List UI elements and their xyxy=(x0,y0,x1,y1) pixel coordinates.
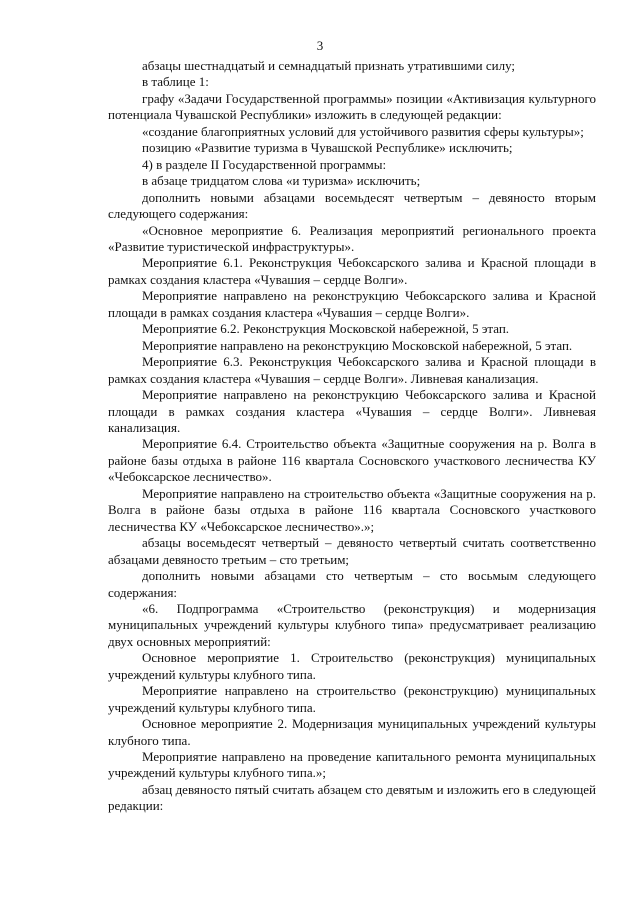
paragraph: абзац девяносто пятый считать абзацем сто девятым и изложить его в следующей редакции: xyxy=(108,781,596,814)
paragraph: «6. Подпрограмма «Строительство (реконструкция) и модернизация муниципальных учреждений культуры клубного типа» предусматривает реализацию двух основных мероприятий: xyxy=(108,600,596,649)
page-number: 3 xyxy=(316,38,324,53)
paragraph: абзацы шестнадцатый и семнадцатый признать утратившими силу; xyxy=(142,58,516,73)
paragraph: Мероприятие направлено на реконструкцию Чебоксарского залива и Красной площади в рамках создания кластера «Чувашия – сердце Волги». xyxy=(108,288,596,320)
paragraph: Мероприятие 6.1. Реконструкция Чебоксарского залива и Красной площади в рамках создания кластера «Чувашия – сердце Волги». xyxy=(108,255,596,287)
paragraph: Мероприятие 6.4. Строительство объекта «Защитные сооружения на р. Волга в районе базы отдыха в районе 116 квартала Сосновского участкового лесничества КУ «Чебоксарское лесничество». xyxy=(108,436,596,485)
paragraph: Мероприятие 6.2. Реконструкция Московской набережной, 5 этап. xyxy=(142,321,510,337)
paragraph: Мероприятие направлено на реконструкцию Московской набережной, 5 этап. xyxy=(142,337,573,353)
paragraph: Мероприятие направлено на реконструкцию Чебоксарского залива и Красной площади в рамках создания кластера «Чувашия – сердце Волги». Ливневая канализация. xyxy=(108,387,596,435)
paragraph: Мероприятие направлено на проведение капитального ремонта муниципальных учреждений культуры клубного типа.»; xyxy=(108,749,596,781)
paragraph: позицию «Развитие туризма в Чувашской Республике» исключить; xyxy=(142,140,513,156)
paragraph: в абзаце тридцатом слова «и туризма» исключить; xyxy=(142,173,421,189)
paragraph: абзацы восемьдесят четвертый – девяносто четвертый считать соответственно абзацами девяносто третьим – сто третьим; xyxy=(108,535,596,567)
paragraph: в таблице 1: xyxy=(142,74,209,90)
paragraph: Основное мероприятие 1. Строительство (реконструкция) муниципальных учреждений культуры клубного типа. xyxy=(108,650,596,682)
paragraph: Основное мероприятие 2. Модернизация муниципальных учреждений культуры клубного типа. xyxy=(108,716,596,748)
paragraph: графу «Задачи Государственной программы» позиции «Активизация культурного потенциала Чувашской Республики» изложить в следующей редакции: xyxy=(108,90,596,123)
paragraph: «Основное мероприятие 6. Реализация мероприятий регионального проекта «Развитие туристической инфраструктуры». xyxy=(108,222,596,254)
paragraph: дополнить новыми абзацами восемьдесят четвертым – девяносто вторым следующего содержания: xyxy=(108,189,596,222)
paragraph: Мероприятие направлено на строительство (реконструкцию) муниципальных учреждений культуры клубного типа. xyxy=(108,683,596,715)
paragraph: Мероприятие направлено на строительство объекта «Защитные сооружения на р. Волга в районе базы отдыха в районе 116 квартала Сосновского участкового лесничества КУ «Чебоксарское лесничество».»; xyxy=(108,485,596,534)
paragraph: «создание благоприятных условий для устойчивого развития сферы культуры»; xyxy=(142,123,584,139)
document-body xyxy=(108,58,596,815)
paragraph: 4) в разделе II Государственной программы: xyxy=(142,156,387,172)
paragraph: Мероприятие 6.3. Реконструкция Чебоксарского залива и Красной площади в рамках создания кластера «Чувашия – сердце Волги». Ливневая канализация. xyxy=(108,354,596,386)
paragraph: дополнить новыми абзацами сто четвертым – сто восьмым следующего содержания: xyxy=(108,568,596,600)
